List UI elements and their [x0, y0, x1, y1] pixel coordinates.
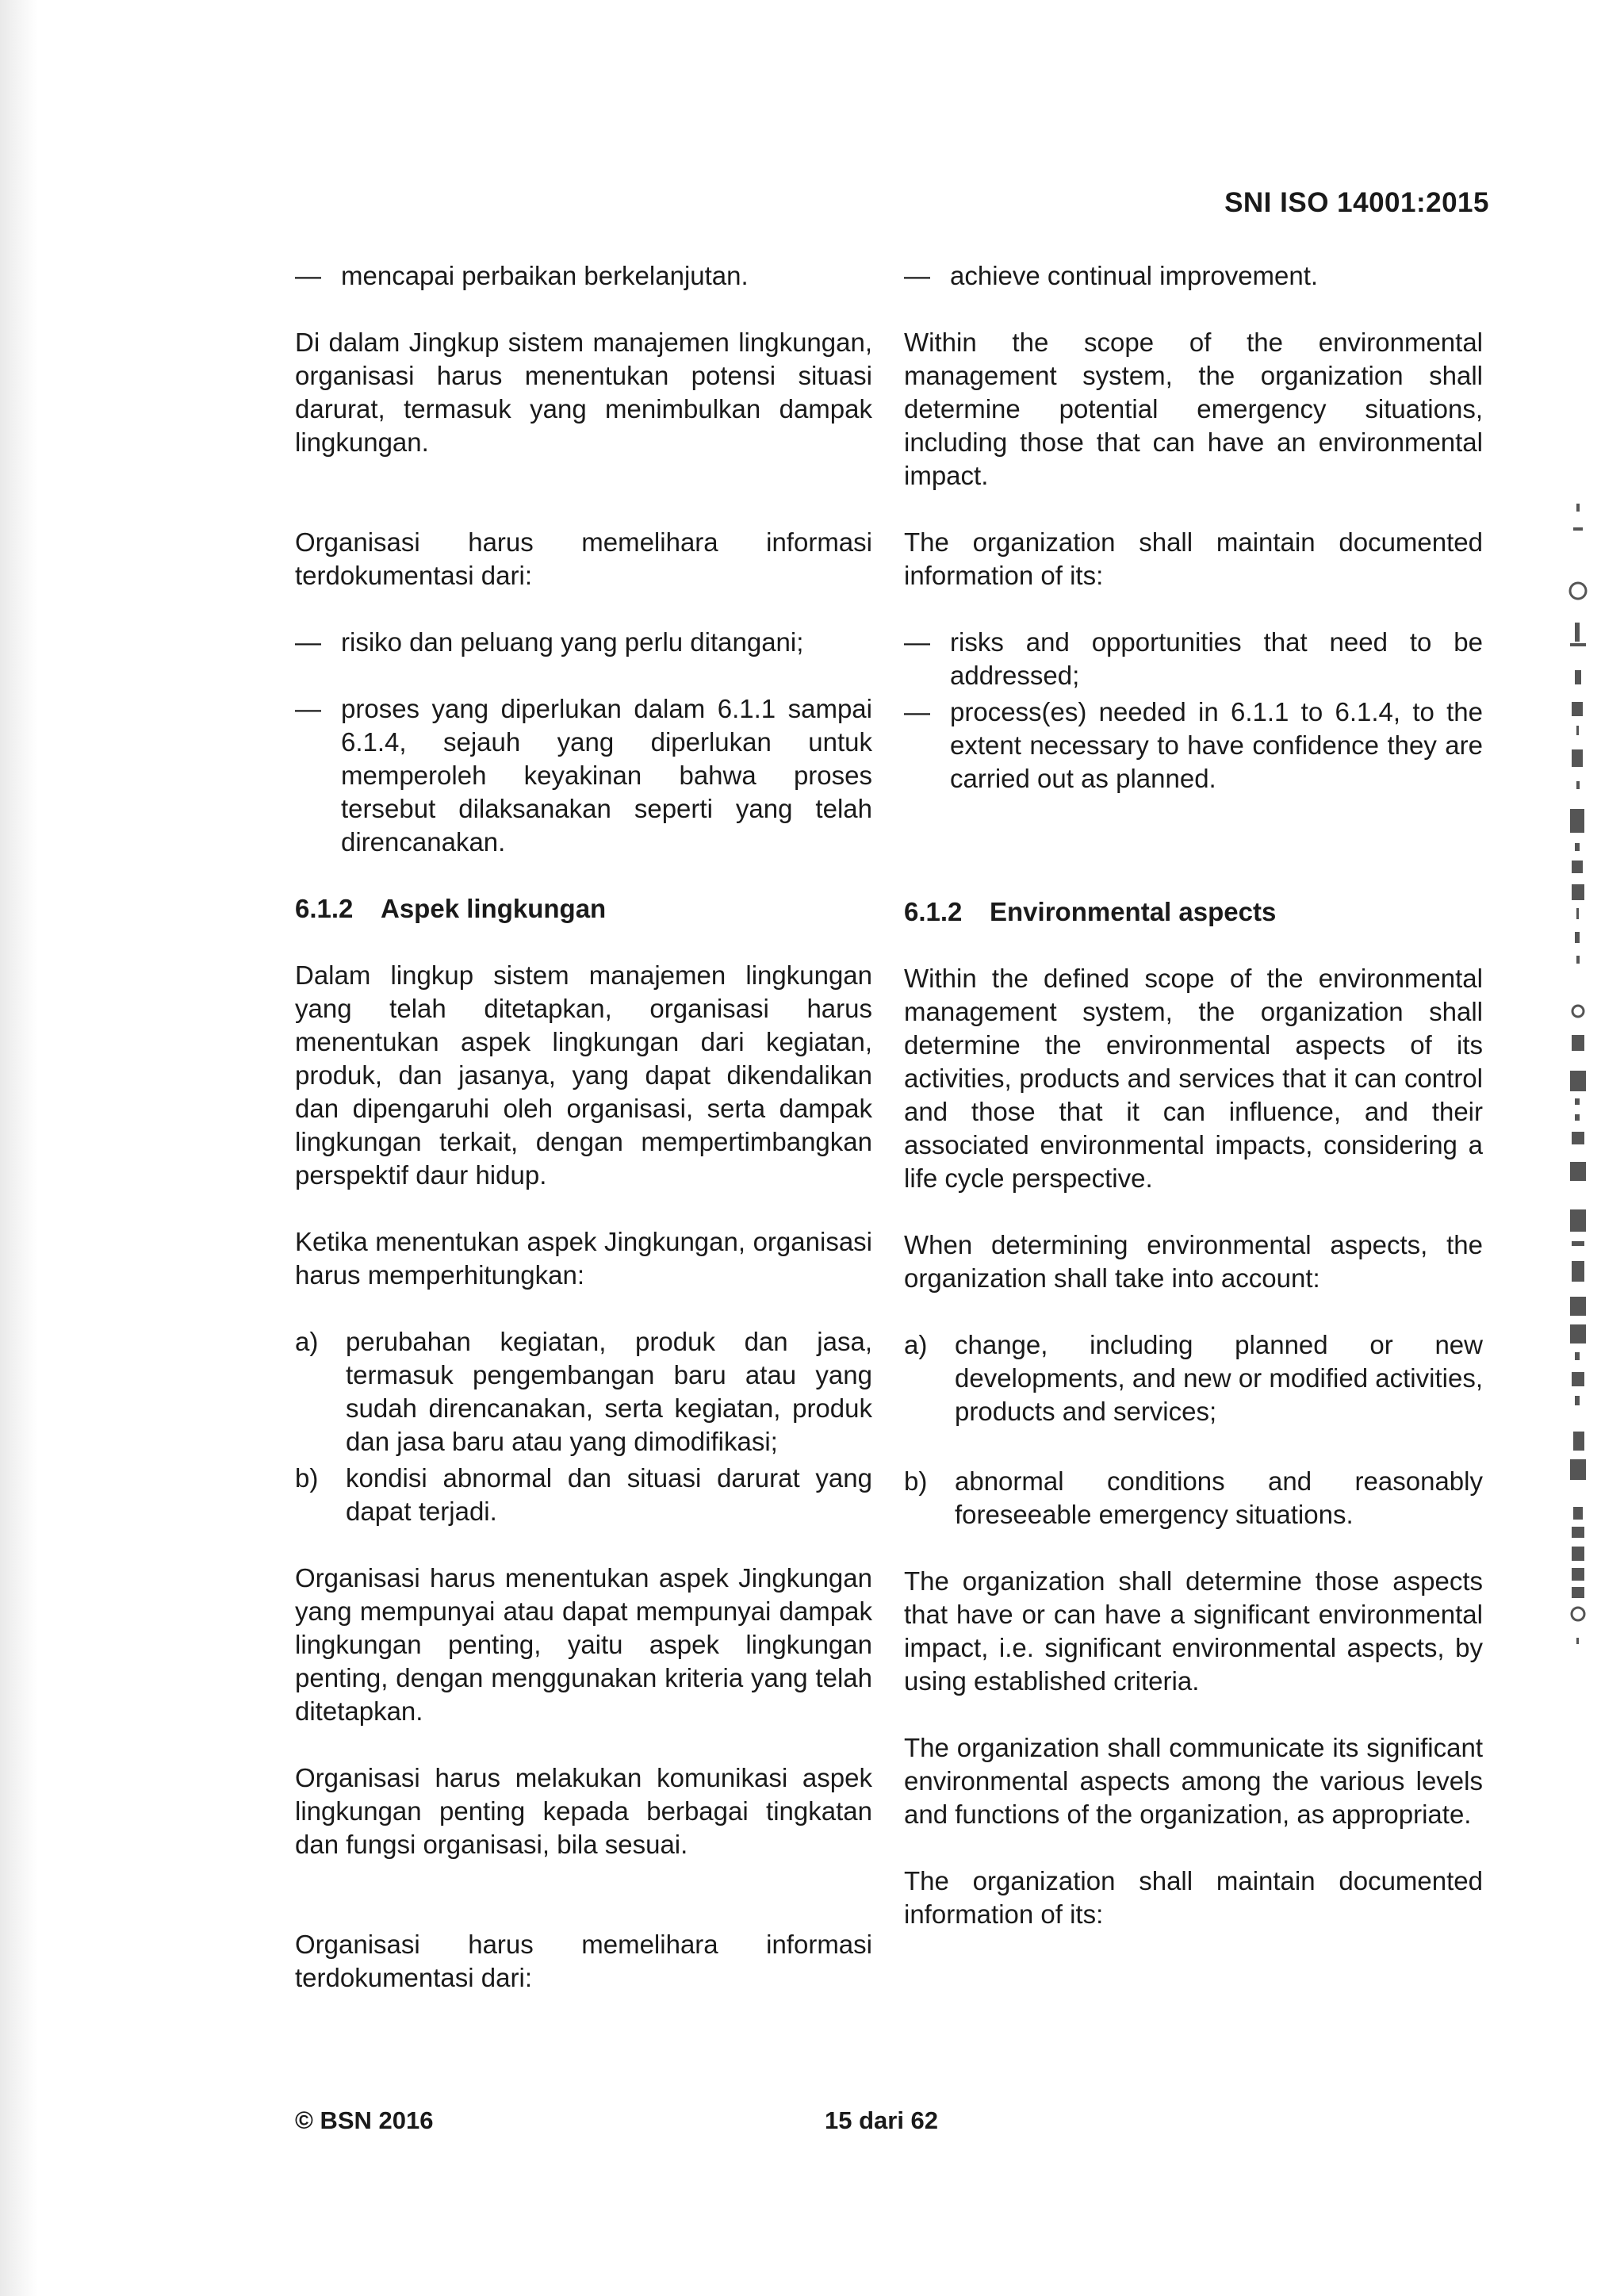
paragraph-documented-1-id: Organisasi harus memelihara informasi terdokumentasi dari:	[295, 527, 872, 590]
paragraph-communicate-id: Organisasi harus melakukan komunikasi aspek lingkungan penting kepada berbagai tingkatan dan fungsi organisasi, bila sesuai.	[295, 1763, 872, 1859]
item-text: abnormal conditions and reasonably foreseeable emergency situations.	[955, 1466, 1483, 1529]
paragraph-determining-en: When determining environmental aspects, the organization shall take into account:	[904, 1230, 1483, 1293]
bullet-process-id	[295, 692, 872, 859]
dash-glyph: —	[904, 697, 930, 726]
paragraph-documented-1-en: The organization shall maintain documented information of its:	[904, 527, 1483, 590]
paragraph-communicate-en: The organization shall communicate its significant environmental aspects among the various levels and functions of the organization, as appropriate.	[904, 1733, 1483, 1829]
paragraph-documented-2-en: The organization shall maintain documented information of its:	[904, 1866, 1483, 1929]
list-item-b-en	[904, 1465, 1483, 1531]
bullet-improvement-id	[295, 259, 872, 293]
bullet-process-en	[904, 696, 1483, 795]
section-heading-en	[904, 895, 1483, 929]
bullet-text: process(es) needed in 6.1.1 to 6.1.4, to the extent necessary to have confidence they are carried out as planned.	[950, 697, 1483, 793]
document-code: SNI ISO 14001:2015	[1224, 187, 1489, 218]
section-heading-id	[295, 892, 872, 926]
footer-page-number: 15 dari 62	[825, 2106, 939, 2134]
bullet-text: mencapai perbaikan berkelanjutan.	[341, 261, 749, 290]
paragraph-determining-id: Ketika menentukan aspek Jingkungan, organisasi harus memperhitungkan:	[295, 1227, 872, 1290]
list-item-a-id	[295, 1325, 872, 1458]
bullet-risks-en	[904, 626, 1483, 692]
bullet-risks-id	[295, 626, 872, 659]
dash-glyph: —	[904, 261, 930, 290]
watermark-glyphs	[1561, 488, 1595, 1788]
paragraph-significant-en: The organization shall determine those aspects that have or can have a significant environmental impact, i.e. significant environmental aspects, by using established criteria.	[904, 1566, 1483, 1696]
dash-glyph: —	[295, 694, 321, 723]
paragraph-scope-id: Dalam lingkup sistem manajemen lingkungan yang telah ditetapkan, organisasi harus menentukan aspek lingkungan dari kegiatan, produk, dan jasanya, yang dapat dikendalikan dan dipengaruhi oleh organisasi, serta dampak lingkungan terkait, dengan mempertimbangkan perspektif daur hidup.	[295, 960, 872, 1190]
list-item-a-en	[904, 1328, 1483, 1428]
list-item-b-id	[295, 1462, 872, 1528]
english-column	[904, 259, 1483, 1964]
paragraph-emergency-id: Di dalam Jingkup sistem manajemen lingkungan, organisasi harus menentukan potensi situasi darurat, termasuk yang menimbulkan dampak lingkungan.	[295, 328, 872, 457]
dash-glyph: —	[295, 261, 321, 290]
section-number: 6.1.2	[295, 894, 354, 923]
item-text: change, including planned or new developments, and new or modified activities, products and services;	[955, 1330, 1483, 1426]
item-marker: b)	[904, 1466, 928, 1496]
item-marker: a)	[904, 1330, 928, 1359]
paragraph-documented-2-id: Organisasi harus memelihara informasi terdokumentasi dari:	[295, 1930, 872, 1992]
item-marker: b)	[295, 1463, 319, 1493]
section-number: 6.1.2	[904, 897, 963, 926]
bullet-improvement-en	[904, 259, 1483, 293]
item-text: kondisi abnormal dan situasi darurat yang dapat terjadi.	[346, 1463, 872, 1526]
dash-glyph: —	[295, 627, 321, 657]
section-title: Environmental aspects	[990, 897, 1277, 926]
indonesian-column	[295, 259, 872, 2028]
item-text: perubahan kegiatan, produk dan jasa, termasuk pengembangan baru atau yang sudah direncanakan, serta kegiatan, produk dan jasa baru atau yang dimodifikasi;	[346, 1327, 872, 1456]
footer-copyright: © BSN 2016	[295, 2106, 434, 2134]
section-title: Aspek lingkungan	[381, 894, 607, 923]
paragraph-scope-en: Within the defined scope of the environmental management system, the organization shall determine the environmental aspects of its activities, products and services that it can control and those that it can influence, and their associated environmental impacts, considering a life cycle perspective.	[904, 964, 1483, 1193]
bullet-text: achieve continual improvement.	[950, 261, 1319, 290]
bullet-text: proses yang diperlukan dalam 6.1.1 sampai 6.1.4, sejauh yang diperlukan untuk memperoleh keyakinan bahwa proses tersebut dilaksanakan seperti yang telah direncanakan.	[341, 694, 872, 857]
paragraph-emergency-en: Within the scope of the environmental management system, the organization shall determine potential emergency situations, including those that can have an environmental impact.	[904, 328, 1483, 490]
vertical-watermark-stamp	[1561, 488, 1595, 1788]
dash-glyph: —	[904, 627, 930, 657]
item-marker: a)	[295, 1327, 319, 1356]
scan-edge-shadow	[0, 0, 38, 2296]
bullet-text: risiko dan peluang yang perlu ditangani;	[341, 627, 804, 657]
bullet-text: risks and opportunities that need to be addressed;	[950, 627, 1483, 690]
paragraph-significant-id: Organisasi harus menentukan aspek Jingkungan yang mempunyai atau dapat mempunyai dampak lingkungan penting, yaitu aspek lingkungan penting, dengan menggunakan kriteria yang telah ditetapkan.	[295, 1563, 872, 1726]
